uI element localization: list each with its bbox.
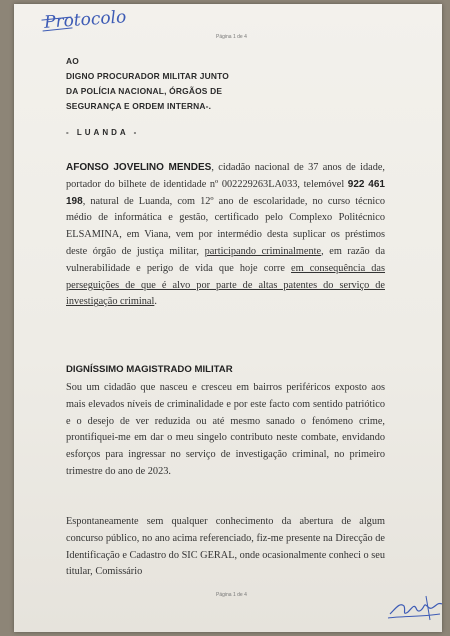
- body-paragraph-1: Sou um cidadão que nasceu e cresceu em bairros periféricos exposto aos mais elevados níveis de criminalidade e por este facto com sentido patriótico e o desejo de ver reduzida ou até mesmo sanado o fenómeno crime, prontifiquei-me em dar o meu singelo contributo neste combate, envidando esforços para ingressar no serviço de investigação criminal, no primeiro trimestre do ano de 2023.: [66, 382, 385, 477]
- section-heading: DIGNÍSSIMO MAGISTRADO MILITAR: [66, 364, 233, 375]
- body-paragraph-2: Espontaneamente sem qualquer conhecimento da abertura de algum concurso público, no ano acima referenciado, fiz-me presente na Direcção de Identificação e Cadastro do SIC GERAL, onde ocasionalmente conheci o seu titular, Comissário: [66, 516, 385, 578]
- page-number-top: Página 1 de 4: [216, 34, 247, 40]
- addressee-line-4: SEGURANÇA E ORDEM INTERNA-.: [66, 101, 212, 111]
- city-line: - LUANDA -: [66, 128, 140, 137]
- phone-number: 922 461 198: [66, 178, 385, 207]
- intro-paragraph: [66, 160, 385, 311]
- intro-text-c: , em razão da vulnerabilidade e perigo de vida que hoje corre: [66, 245, 386, 274]
- addressee-line-1: AO: [66, 56, 79, 66]
- petitioner-name: AFONSO JOVELINO MENDES: [66, 162, 212, 173]
- document-page: [14, 4, 442, 632]
- intro-text-b: , natural de Luanda, com 12º ano de escolaridade, no curso técnico médio de informática e gestão, certificado pelo Complexo Politécnico ELSAMINA, em Viana, vem por intermédio desta suplicar os préstimos deste órgão de justiça militar,: [66, 195, 385, 257]
- page-number-bottom: Página 1 de 4: [216, 592, 247, 598]
- protocol-stamp: Protocolo: [43, 7, 127, 33]
- intro-text-a: , cidadão nacional de 37 anos de idade, portador do bilhete de identidade nº 002229263LA033, telemóvel: [66, 162, 385, 190]
- addressee-line-2: DIGNO PROCURADOR MILITAR JUNTO: [66, 71, 229, 81]
- addressee-line-3: DA POLÍCIA NACIONAL, ÓRGÃOS DE: [66, 86, 223, 96]
- intro-text-d: .: [154, 296, 157, 308]
- intro-underline-a: participando criminalmente: [204, 245, 322, 257]
- addressee-block: [66, 54, 286, 114]
- handwritten-signature: [386, 590, 446, 624]
- intro-underline-b: em consequência das perseguições de que é alvo por parte de altas patentes do serviço de investigação criminal: [66, 262, 386, 308]
